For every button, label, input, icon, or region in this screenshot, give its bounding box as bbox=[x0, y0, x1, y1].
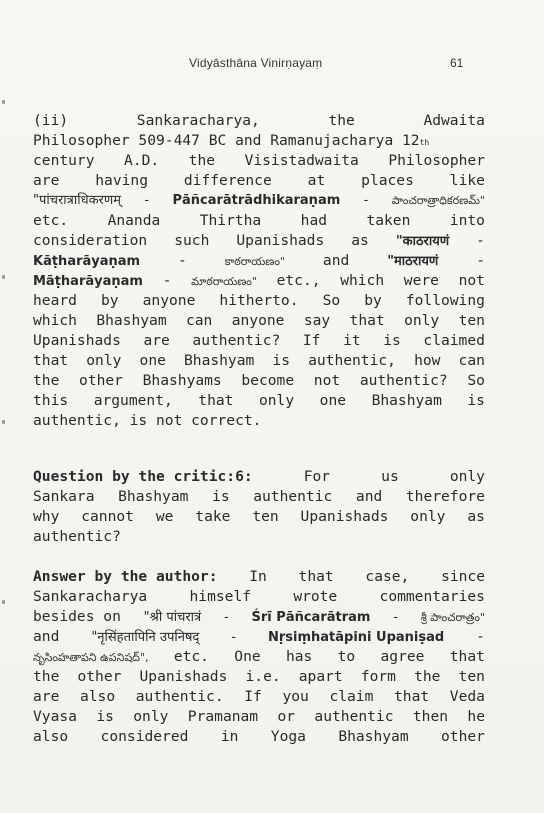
text-line: నృసింహతాపని ఉపనిషద్", etc. One has to agree that bbox=[33, 648, 485, 665]
text-line: consideration such Upanishads as "काठरायणं - bbox=[33, 232, 485, 249]
text-line: are having difference at places like bbox=[33, 172, 485, 189]
text-line: etc. Ananda Thirtha had taken into bbox=[33, 212, 485, 229]
answer-label: Answer by the author: bbox=[33, 568, 218, 585]
text-line: the other Bhashyams become not authentic? So bbox=[33, 372, 485, 389]
text-line: Kāṭharāyaṇam - కాఠరాయణం" and "माठरायणं - bbox=[33, 252, 485, 269]
text-line: authentic? bbox=[33, 528, 121, 545]
text-line: also considered in Yoga Bhashyam other bbox=[33, 728, 485, 745]
text-line: Answer by the author: In that case, since bbox=[33, 568, 485, 585]
text-line: which Bhashyam can anyone say that only ten bbox=[33, 312, 485, 329]
text-line: besides on "श्री पांचरात्रं - Śrī Pāñcarātram - శ్రీ పాంచరాత్రం" bbox=[33, 608, 485, 625]
running-title: Vidyāsthāna Vinirṇayaṃ bbox=[189, 56, 323, 70]
text-line: Upanishads are authentic? If it is claimed bbox=[33, 332, 485, 349]
text-line: "पांचरात्राधिकरणम् - Pāñcarātrādhikaraṇam - పాంచరాత్రాధికరణమ్" bbox=[33, 193, 485, 208]
page-number: 61 bbox=[450, 56, 464, 70]
binding-mark bbox=[2, 100, 5, 104]
text-line: authentic, is not correct. bbox=[33, 412, 262, 429]
text-line: Vyasa is only Pramanam or authentic then he bbox=[33, 708, 485, 725]
text-line: century A.D. the Visistadwaita Philosopher bbox=[33, 152, 485, 169]
answer-paragraph bbox=[33, 567, 485, 747]
text-line: the other Upanishads i.e. apart form the ten bbox=[33, 668, 485, 685]
binding-mark bbox=[2, 420, 5, 424]
question-paragraph bbox=[33, 467, 485, 547]
paragraph-ii bbox=[33, 111, 485, 431]
text-line: Question by the critic:6: For us only bbox=[33, 468, 485, 485]
text-line: Māṭharāyaṇam - మాఠరాయణం" etc., which were not bbox=[33, 272, 485, 289]
binding-mark bbox=[2, 275, 5, 279]
text-line: this argument, that only one Bhashyam is bbox=[33, 392, 485, 409]
text-line: Sankaracharya himself wrote commentaries bbox=[33, 588, 485, 605]
text-line: (ii) Sankaracharya, the Adwaita bbox=[33, 112, 485, 129]
text-line: that only one Bhashyam is authentic, how can bbox=[33, 352, 485, 369]
text-line: why cannot we take ten Upanishads only as bbox=[33, 508, 485, 525]
text-line: are also authentic. If you claim that Veda bbox=[33, 688, 485, 705]
binding-mark bbox=[2, 600, 5, 604]
text-line: and "नृसिंहतापिनि उपनिषद् - Nṛsiṃhatāpini Upaniṣad - bbox=[33, 628, 485, 645]
question-label: Question by the critic:6: bbox=[33, 468, 253, 485]
text-line: Sankara Bhashyam is authentic and therefore bbox=[33, 488, 485, 505]
page-header bbox=[0, 56, 544, 76]
text-line: heard by anyone hitherto. So by following bbox=[33, 292, 485, 309]
text-line: Philosopher 509-447 BC and Ramanujacharya 12 th bbox=[33, 132, 430, 149]
